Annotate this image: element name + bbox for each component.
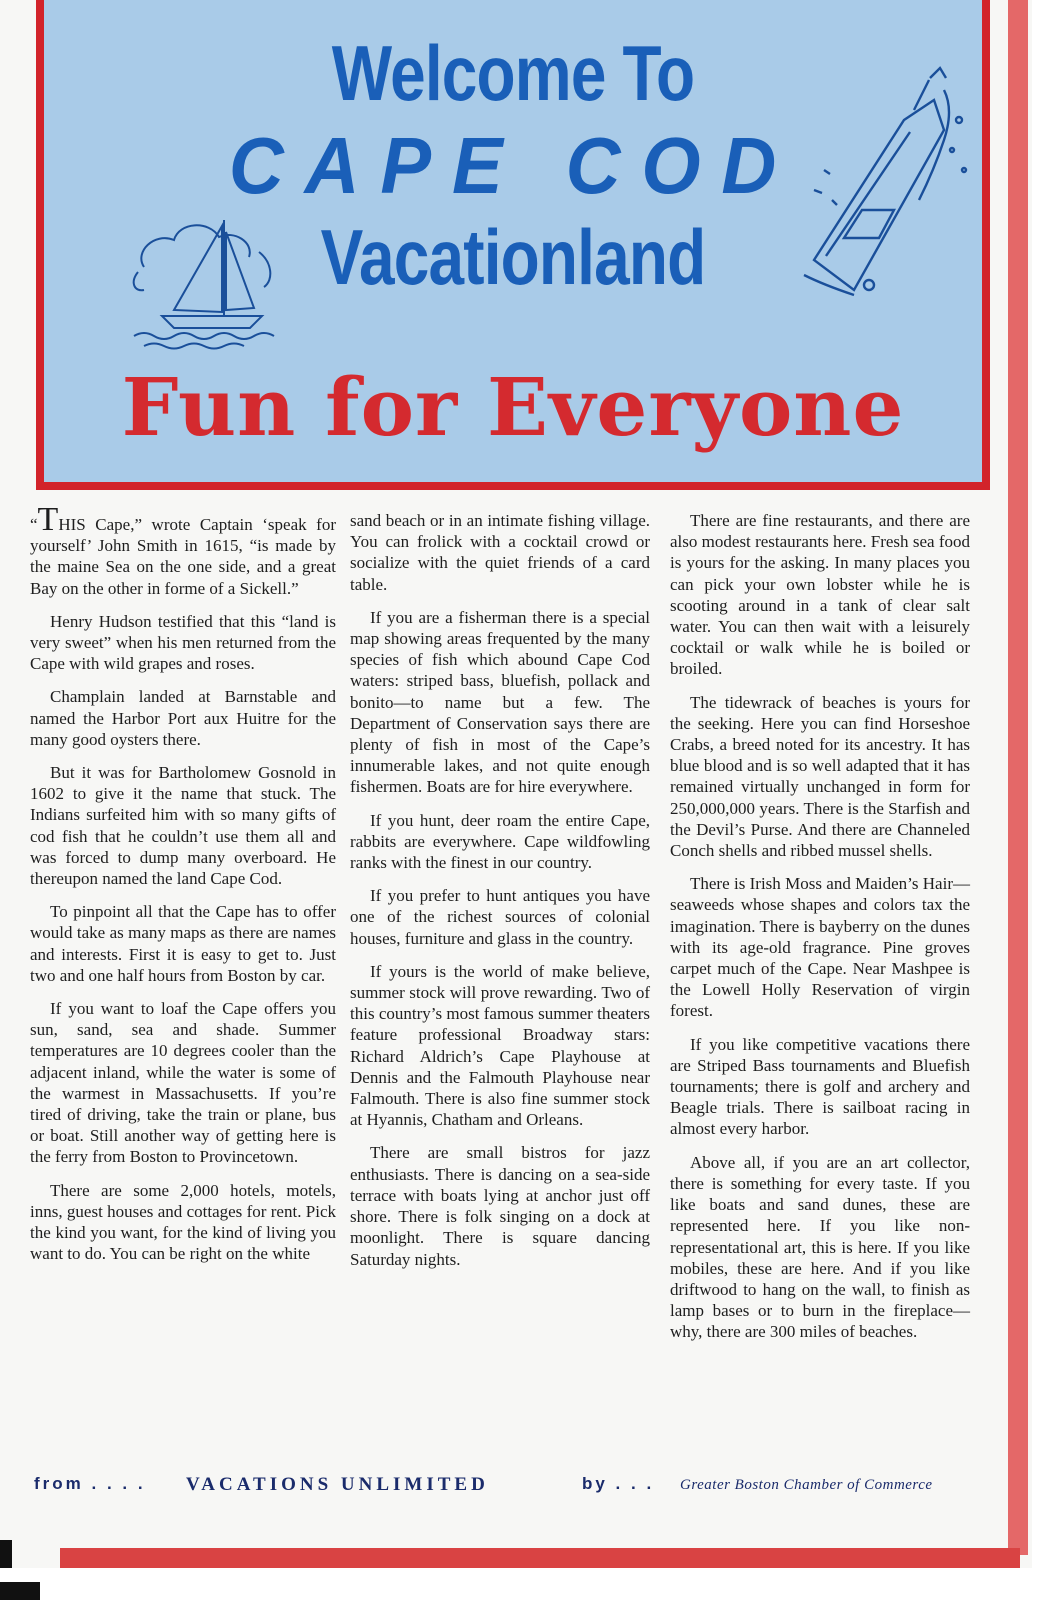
footer-from: from . . . . [34,1474,146,1493]
headline-welcome: Welcome To [331,29,695,117]
article-column-3 [670,510,970,1355]
scan-corner-bottom [0,1582,40,1600]
drop-cap: T [37,501,59,538]
paragraph: If you like competitive vacations there are Striped Bass tournaments and Bluefish tournaments; there is golf and archery and Beagle trials. There is sailboat racing in almost every harbor. [670,1034,970,1139]
paragraph: But it was for Bartholomew Gosnold in 1602 to give it the name that stuck. The Indians surfeited him with so many gifts of cod fish that he couldn’t use them all and was forced to dump many overboard. He thereupon named the land Cape Cod. [30,763,336,889]
page-bottom-edge [60,1548,1020,1568]
open-quote: “ [30,515,38,534]
next-page-edge [1008,0,1028,1555]
article-column-1 [30,501,336,1277]
paragraph: There are fine restaurants, and there are also modest restaurants here. Fresh sea food is yours for the asking. In many places you can pick your own lobster while he is scooting around in a tank of clear salt water. You can then wait with a leisurely cocktail or walk while he is boiled or broiled. [670,511,970,679]
paragraph: The tidewrack of beaches is yours for the seeking. Here you can find Horseshoe Crabs, a breed noted for its ancestry. It has blue blood and is so well adapted that it has remained virtually unchanged in form for 250,000,000 years. There is the Starfish and the Devil’s Purse. And there are Channeled Conch shells and ribbed mussel shells. [670,692,970,861]
paragraph: Champlain landed at Barnstable and named the Harbor Port aux Huitre for the many good oysters there. [30,687,336,749]
footer-by: by . . . [582,1474,655,1493]
paragraph [30,501,336,599]
paragraph: There are some 2,000 hotels, motels, inns, guest houses and cottages for rent. Pick the kind you want, for the kind of living you want to do. You can be right on the white [30,1180,336,1264]
title-banner [36,0,990,490]
paragraph-text: HIS Cape,” wrote Captain ‘speak for yourself’ John Smith in 1615, “is made by the maine Sea on the one side, and a great Bay on the other in forme of a Sickell.” [30,515,336,598]
paragraph: If yours is the world of make believe, summer stock will prove rewarding. Two of this country’s most famous summer theaters feature professional Broadway stars: Richard Aldrich’s Cape Playhouse at Dennis and the Falmouth Playhouse near Falmouth. There is also fine summer stock at Hyannis, Chatham and Orleans. [350,961,650,1130]
article-column-2 [350,510,650,1282]
footer-publisher: Greater Boston Chamber of Commerce [680,1477,933,1493]
footer-credits [34,1474,974,1498]
sailboat-icon [124,212,284,352]
paragraph: If you prefer to hunt antiques you have one of the richest sources of colonial houses, furniture and glass in the country. [350,886,650,948]
paragraph: If you want to loaf the Cape offers you sun, sand, sea and shade. Summer temperatures are 10 degrees cooler than the adjacent inland, while the water is some of the warmest in Massachusetts. If you’re tired of driving, take the train or plane, bus or boat. Still another way of getting here is the ferry from Boston to Provincetown. [30,999,336,1167]
paragraph: Above all, if you are an art collector, there is something for every taste. If you like boats and sand dunes, these are represented here. If you like non-representational art, this is here. If you like mobiles, these are here. And if you like driftwood to hang on the wall, to finish as lamp bases or to burn in the fireplace—why, there are 300 miles of beaches. [670,1152,970,1342]
paragraph: To pinpoint all that the Cape has to offer would take as many maps as there are names and interests. First it is easy to get to. Just two and one half hours from Boston by car. [30,902,336,985]
tagline: Fun for Everyone [121,360,905,454]
paragraph: Henry Hudson testified that this “land is very sweet” when his men returned from the Cape with wild grapes and roses. [30,611,336,674]
speedboat-icon [784,60,974,310]
paragraph: If you are a fisherman there is a special map showing areas frequented by the many species of fish which abound Cape Cod waters: striped bass, bluefish, pollack and bonito—to name but a few. The Department of Conservation says there are plenty of fish in most of the Cape’s innumerable lakes, and not quite enough fishermen. Boats are for hire everywhere. [350,607,650,797]
paragraph: There are small bistros for jazz enthusiasts. There is dancing on a sea-side terrace with boats lying at anchor just off shore. There is folk singing on a dock at moonlight. There is square dancing Saturday nights. [350,1143,650,1269]
paragraph: If you hunt, deer roam the entire Cape, rabbits are everywhere. Cape wildfowling ranks with the finest in our country. [350,810,650,873]
footer-publication: VACATIONS UNLIMITED [186,1474,489,1495]
headline-vacationland: Vacationland [320,213,706,301]
headline-cape-cod: CAPE COD [228,121,798,210]
scan-corner [0,1540,12,1568]
paragraph: sand beach or in an intimate fishing village. You can frolick with a cocktail crowd or socialize with the quiet friends of a card table. [350,511,650,594]
paragraph: There is Irish Moss and Maiden’s Hair—seaweeds whose shapes and colors tax the imagination. There is bayberry on the dunes with its age-old fragrance. Pine groves carpet much of the Cape. Near Mashpee is the Lowell Holly Reservation of virgin forest. [670,874,970,1021]
